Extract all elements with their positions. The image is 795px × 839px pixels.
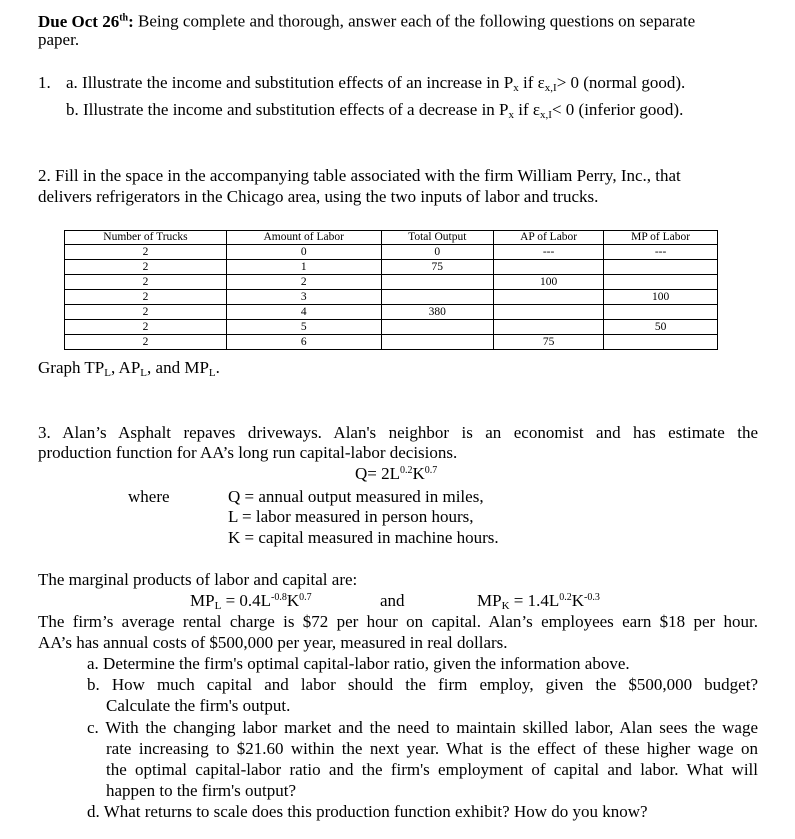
mpl-formula: $MP_L = 0.4L^{-0.8}K^{0.7}$ bbox=[190, 591, 312, 612]
table-cell bbox=[494, 290, 604, 305]
table-cell: 100 bbox=[494, 275, 604, 290]
table-cell bbox=[604, 305, 718, 320]
table-row bbox=[65, 275, 718, 290]
table-cell bbox=[381, 290, 494, 305]
table-cell: 4 bbox=[226, 305, 381, 320]
due-date-line bbox=[38, 8, 695, 32]
table-cell: 0 bbox=[226, 245, 381, 260]
q1-part-b: b. Illustrate the income and substitution effects of a decrease in $P_x$ if $\varepsilon_{x,I}< 0$ (inferior good). bbox=[66, 100, 684, 121]
table-cell bbox=[604, 275, 718, 290]
table-row bbox=[65, 320, 718, 335]
and-label: and bbox=[380, 591, 405, 610]
table-cell: 75 bbox=[381, 260, 494, 275]
q3-part-c-line1: c. With the changing labor market and the need to maintain skilled labor, Alan sees the wage bbox=[87, 718, 758, 737]
table-cell: 100 bbox=[604, 290, 718, 305]
definition-l: L = labor measured in person hours, bbox=[228, 507, 474, 526]
production-function: $Q= 2L^{0.2}K^{0.7}$ bbox=[355, 464, 438, 483]
instruction-text: Being complete and thorough, answer each of the following questions on separate bbox=[138, 11, 696, 31]
definition-q: Q = annual output measured in miles, bbox=[228, 487, 484, 506]
table-row bbox=[65, 260, 718, 275]
mpk-formula: $MP_K = 1.4L^{0.2}K^{-0.3}$ bbox=[477, 591, 600, 612]
table-cell: 3 bbox=[226, 290, 381, 305]
q3-part-b-line2: Calculate the firm's output. bbox=[106, 696, 291, 715]
table-cell: 50 bbox=[604, 320, 718, 335]
table-cell bbox=[604, 335, 718, 350]
table-cell: 2 bbox=[65, 275, 227, 290]
table-row bbox=[65, 245, 718, 260]
table-cell bbox=[381, 335, 494, 350]
q3-line2: production function for AA’s long run capital-labor decisions. bbox=[38, 443, 458, 462]
q2-line2: delivers refrigerators in the Chicago area, using the two inputs of labor and trucks. bbox=[38, 187, 599, 206]
where-label: where bbox=[128, 487, 170, 506]
due-date: Due Oct 26th: bbox=[38, 11, 134, 31]
table-cell: 1 bbox=[226, 260, 381, 275]
table-cell: 380 bbox=[381, 305, 494, 320]
table-cell bbox=[604, 260, 718, 275]
q3-part-c-line4: happen to the firm's output? bbox=[106, 781, 297, 800]
table-cell: 2 bbox=[65, 320, 227, 335]
rental-line2: AA’s has annual costs of $500,000 per year, measured in real dollars. bbox=[38, 633, 508, 652]
col-header-mp: MP of Labor bbox=[604, 231, 718, 245]
table-row bbox=[65, 290, 718, 305]
q1-number: 1. bbox=[38, 73, 51, 92]
definition-k: K = capital measured in machine hours. bbox=[228, 528, 499, 547]
table-cell bbox=[494, 305, 604, 320]
production-table bbox=[64, 230, 718, 350]
col-header-output: Total Output bbox=[381, 231, 494, 245]
table-cell: 5 bbox=[226, 320, 381, 335]
table-cell bbox=[494, 260, 604, 275]
table-cell: 2 bbox=[226, 275, 381, 290]
graph-instruction: Graph $TP_L$, $AP_L$, and $MP_L$. bbox=[38, 358, 220, 379]
q3-line1: 3. Alan’s Asphalt repaves driveways. Alan's neighbor is an economist and has estimate the bbox=[38, 423, 758, 442]
table-row bbox=[65, 335, 718, 350]
q3-part-b-line1: b. How much capital and labor should the firm employ, given the $500,000 budget? bbox=[87, 675, 758, 694]
table-cell bbox=[381, 320, 494, 335]
table-cell: 2 bbox=[65, 245, 227, 260]
col-header-labor: Amount of Labor bbox=[226, 231, 381, 245]
table-cell: 75 bbox=[494, 335, 604, 350]
table-cell: 2 bbox=[65, 335, 227, 350]
q2-line1: 2. Fill in the space in the accompanying table associated with the firm William Perry, Inc., that bbox=[38, 166, 681, 185]
table-cell: 2 bbox=[65, 290, 227, 305]
table-row bbox=[65, 305, 718, 320]
table-cell: --- bbox=[494, 245, 604, 260]
table-cell: 2 bbox=[65, 260, 227, 275]
q3-part-d: d. What returns to scale does this production function exhibit? How do you know? bbox=[87, 802, 648, 821]
q3-part-c-line2: rate increasing to $21.60 within the next year. What is the effect of these higher wage on bbox=[106, 739, 758, 758]
table-cell: --- bbox=[604, 245, 718, 260]
rental-line1: The firm’s average rental charge is $72 per hour on capital. Alan’s employees earn $18 per hour. bbox=[38, 612, 758, 631]
q1-part-a: a. Illustrate the income and substitution effects of an increase in $P_x$ if $\varepsilon_{x,I}> 0$ (normal good). bbox=[66, 73, 686, 94]
marginal-products-intro: The marginal products of labor and capital are: bbox=[38, 570, 358, 589]
table-cell: 6 bbox=[226, 335, 381, 350]
col-header-ap: AP of Labor bbox=[494, 231, 604, 245]
table-cell bbox=[494, 320, 604, 335]
instruction-text-cont: paper. bbox=[38, 30, 80, 49]
col-header-trucks: Number of Trucks bbox=[65, 231, 227, 245]
q3-part-c-line3: the optimal capital-labor ratio and the firm's employment of capital and labor. What will bbox=[106, 760, 758, 779]
q3-part-a: a. Determine the firm's optimal capital-labor ratio, given the information above. bbox=[87, 654, 630, 673]
table-cell: 0 bbox=[381, 245, 494, 260]
table-cell bbox=[381, 275, 494, 290]
table-header-row bbox=[65, 231, 718, 245]
table-cell: 2 bbox=[65, 305, 227, 320]
